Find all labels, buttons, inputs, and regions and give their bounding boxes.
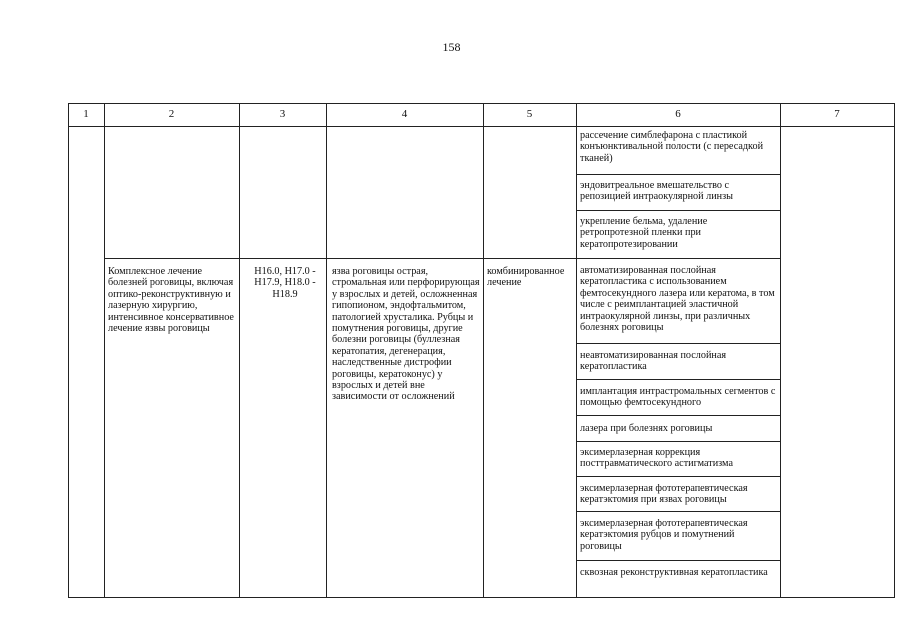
method-item: эксимерлазерная фототерапевтическая кератэктомия при язвах роговицы xyxy=(580,483,748,506)
method-item: эксимерлазерная фототерапевтическая кератэктомия рубцов и помутнений роговицы xyxy=(580,518,748,552)
column-rule xyxy=(104,103,105,597)
treatment-type: комбинированное лечение xyxy=(487,266,565,289)
header-bottom-rule xyxy=(68,126,895,127)
column-header: 1 xyxy=(83,108,89,120)
column-rule xyxy=(780,103,781,597)
method-item: сквозная реконструктивная кератопластика xyxy=(580,567,768,578)
method-item: лазера при болезнях роговицы xyxy=(580,423,713,434)
column-rule xyxy=(894,103,895,597)
method-item: укрепление бельма, удаление ретропротезной пленки при кератопротезировании xyxy=(580,216,708,250)
column-header: 4 xyxy=(401,108,408,120)
column-header: 3 xyxy=(279,108,286,120)
column-header: 5 xyxy=(526,108,533,120)
column-header: 6 xyxy=(675,108,681,120)
method-item: эндовитреальное вмешательство с репозицией интраокулярной линзы xyxy=(580,180,733,203)
procedures-table xyxy=(68,103,895,598)
treatment-name: Комплексное лечение болезней роговицы, включая оптико-реконструктивную и лазерную хирургию, интенсивное консервативное лечение язвы роговицы xyxy=(108,266,234,335)
method-separator xyxy=(576,415,780,416)
method-separator xyxy=(576,476,780,477)
page-number: 158 xyxy=(442,40,461,54)
method-separator xyxy=(576,560,780,561)
icd-codes: H16.0, H17.0 - H17.9, H18.0 - H18.9 xyxy=(254,266,316,300)
method-item: эксимерлазерная коррекция посттравматического астигматизма xyxy=(580,447,733,470)
column-rule xyxy=(576,103,577,597)
column-rule xyxy=(239,103,240,597)
table-bottom-rule xyxy=(68,597,895,598)
method-separator xyxy=(576,511,780,512)
method-separator xyxy=(576,174,780,175)
column-header: 2 xyxy=(168,108,175,120)
method-item: автоматизированная послойная кератопластика с использованием фемтосекундного лазера или кератома, в том числе с реимплантацией эластичной интраокулярной линзы, при различных болезнях роговицы xyxy=(580,265,775,334)
patient-model: язва роговицы острая, стромальная или перфорирующая у взрослых и детей, осложненная гипопионом, эндофтальмитом, патологией хрусталика. Рубцы и помутнения роговицы, другие болезни роговицы (буллезная кератопатия, дегенерация, наследственные дистрофии роговицы, кератоконус) у взрослых и детей вне зависимости от осложнений xyxy=(332,266,480,403)
method-separator xyxy=(576,379,780,380)
column-rule xyxy=(68,103,69,597)
method-item: рассечение симблефарона с пластикой конъюнктивальной полости (с пересадкой тканей) xyxy=(580,130,764,164)
column-header: 7 xyxy=(834,108,840,120)
row-separator xyxy=(104,258,780,259)
method-item: неавтоматизированная послойная кератопластика xyxy=(580,350,727,373)
method-separator xyxy=(576,441,780,442)
column-rule xyxy=(326,103,327,597)
method-item: имплантация интрастромальных сегментов с помощью фемтосекундного xyxy=(580,386,776,409)
method-separator xyxy=(576,343,780,344)
method-separator xyxy=(576,210,780,211)
column-rule xyxy=(483,103,484,597)
